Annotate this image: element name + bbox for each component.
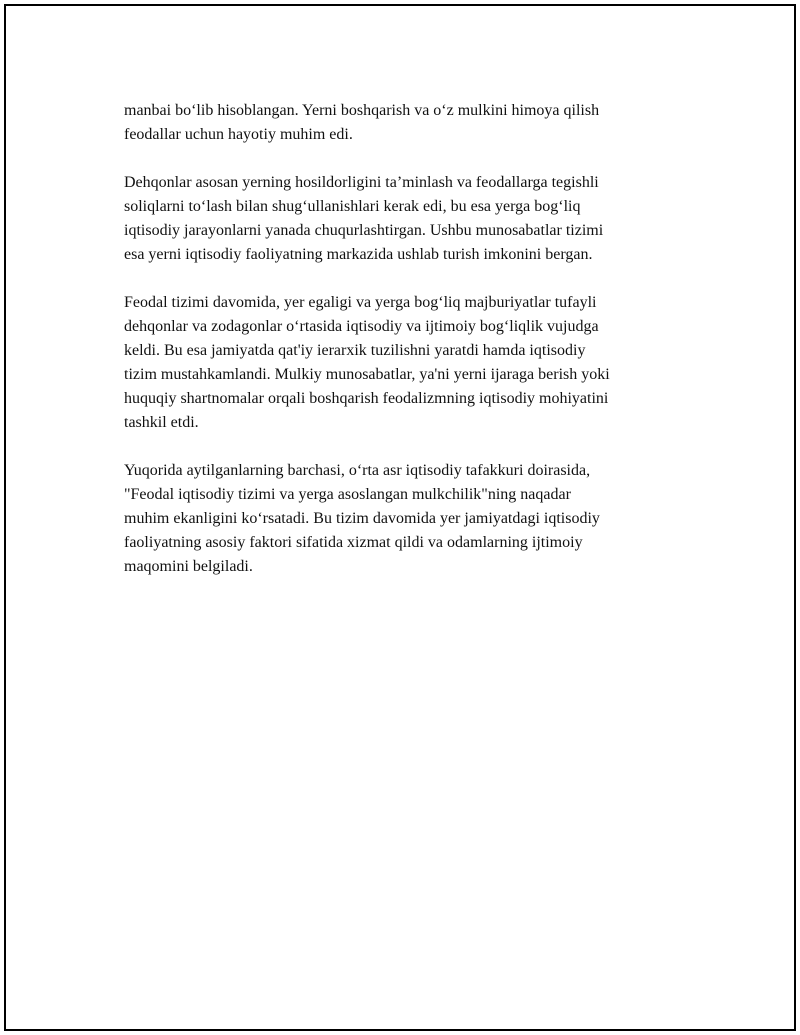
- text-line: feodallar uchun hayotiy muhim edi.: [124, 126, 353, 143]
- text-line: keldi. Bu esa jamiyatda qat'iy ierarxik tuzilishni yaratdi hamda iqtisodiy: [124, 342, 586, 359]
- page-frame: [4, 4, 796, 1031]
- text-line: manbai bo‘lib hisoblangan. Yerni boshqarish va o‘z mulkini himoya qilish: [124, 102, 600, 119]
- text-line: Dehqonlar asosan yerning hosildorligini ta’minlash va feodallarga tegishli: [124, 174, 599, 191]
- text-line: maqomini belgiladi.: [124, 558, 253, 575]
- text-line: soliqlarni to‘lash bilan shug‘ullanishlari kerak edi, bu esa yerga bog‘liq: [124, 198, 581, 215]
- text-line: faoliyatning asosiy faktori sifatida xizmat qildi va odamlarning ijtimoiy: [124, 534, 583, 551]
- text-line: huquqiy shartnomalar orqali boshqarish feodalizmning iqtisodiy mohiyatini: [124, 390, 609, 407]
- text-line: Yuqorida aytilganlarning barchasi, o‘rta asr iqtisodiy tafakkuri doirasida,: [124, 462, 591, 479]
- paragraph-3: [124, 291, 694, 435]
- paragraph-4: [124, 459, 694, 579]
- text-line: tizim mustahkamlandi. Mulkiy munosabatlar, ya'ni yerni ijaraga berish yoki: [124, 366, 610, 383]
- text-line: "Feodal iqtisodiy tizimi va yerga asoslangan mulkchilik"ning naqadar: [124, 486, 571, 503]
- text-line: tashkil etdi.: [124, 414, 199, 431]
- text-line: Feodal tizimi davomida, yer egaligi va yerga bog‘liq majburiyatlar tufayli: [124, 294, 597, 311]
- paragraph-1: [124, 99, 694, 147]
- text-line: iqtisodiy jarayonlarni yanada chuqurlashtirgan. Ushbu munosabatlar tizimi: [124, 222, 604, 239]
- document-body: [124, 99, 694, 603]
- text-line: esa yerni iqtisodiy faoliyatning markazida ushlab turish imkonini bergan.: [124, 246, 593, 263]
- paragraph-2: [124, 171, 694, 267]
- text-line: dehqonlar va zodagonlar o‘rtasida iqtisodiy va ijtimoiy bog‘liqlik vujudga: [124, 318, 599, 335]
- text-line: muhim ekanligini ko‘rsatadi. Bu tizim davomida yer jamiyatdagi iqtisodiy: [124, 510, 600, 527]
